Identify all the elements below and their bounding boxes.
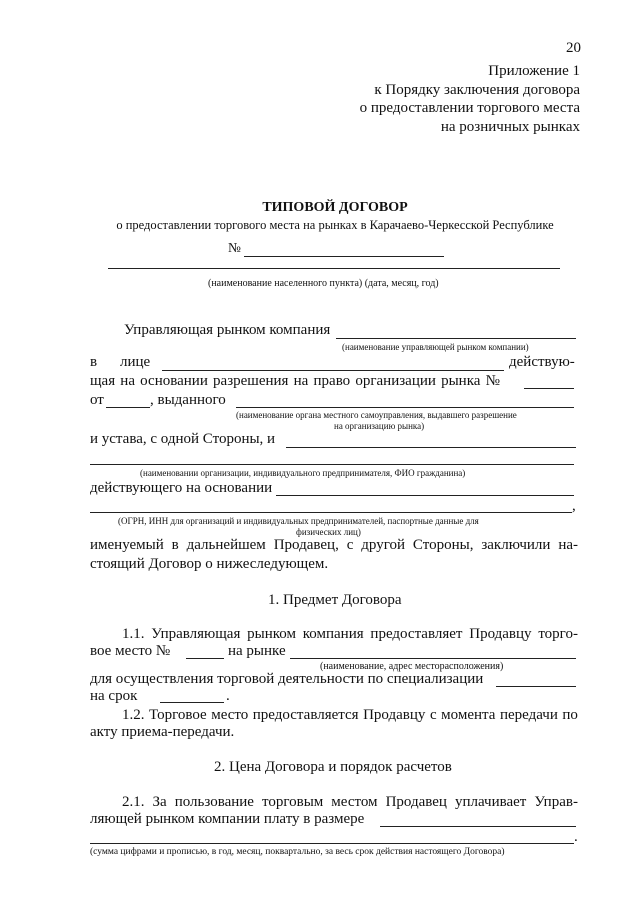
w: Управляющая <box>151 626 241 642</box>
w: Продавцу <box>363 707 426 723</box>
agreement-line: стоящий Договор о нижеследующем. <box>90 556 329 572</box>
clause-1-2-line-2: акту приема-передачи. <box>90 724 235 740</box>
w: основании <box>140 373 208 389</box>
appendix-block <box>360 62 580 136</box>
w: Управ- <box>534 794 578 810</box>
appendix-line-1: Приложение 1 <box>488 63 580 79</box>
w: 1.1. <box>122 626 145 642</box>
w: местом <box>331 794 378 810</box>
w: Стороны, <box>412 537 474 553</box>
clause-1-2-line-1 <box>122 707 578 724</box>
w: с <box>429 707 437 723</box>
w: передачи <box>499 707 558 723</box>
w: щая <box>90 373 116 389</box>
w: место <box>211 707 249 723</box>
payment-amount-label: ляющей рынком компании плату в размере <box>90 811 365 827</box>
w: 2.1. <box>122 794 145 810</box>
term-label: на срок <box>90 688 138 704</box>
w: в <box>171 537 179 553</box>
document-subtitle: о предоставлении торгового места на рынках в Карачаево-Черкесской Республике <box>116 218 554 232</box>
section-1-heading: 1. Предмет Договора <box>268 592 402 608</box>
charter-label: и устава, с одной Стороны, и <box>90 431 276 447</box>
place-date-line <box>108 268 560 269</box>
w: рынком <box>247 626 296 642</box>
w: предоставляет <box>370 626 463 642</box>
w: Продавец <box>385 794 447 810</box>
representative-line <box>162 370 504 371</box>
market-line <box>290 658 576 659</box>
payment-period: . <box>574 829 578 845</box>
w: на <box>120 373 135 389</box>
from-label: от <box>90 392 104 408</box>
permit-number-line <box>524 388 574 389</box>
appendix-line-3: о предоставлении торгового места <box>359 100 580 116</box>
specialization-line <box>496 686 576 687</box>
w: на <box>293 373 309 389</box>
clause-1-1-line-1 <box>122 626 578 643</box>
authority-caption-1: (наименование органа местного самоуправления, выдавшего разрешение <box>236 410 517 420</box>
named-seller-line <box>90 537 578 554</box>
ogrn-caption-1: (ОГРН, ИНН для организаций и индивидуальных предпринимателей, паспортные данные для <box>118 516 479 526</box>
seller-caption: (наименовании организации, индивидуального предпринимателя, ФИО гражданина) <box>140 468 466 478</box>
document-title: ТИПОВОЙ ДОГОВОР <box>262 200 408 215</box>
page-number: 20 <box>566 40 581 56</box>
specialization-label: для осуществления торговой деятельности по специализации <box>90 671 484 687</box>
market-address-caption: (наименование, адрес месторасположения) <box>320 661 504 672</box>
payment-amount-line-2 <box>90 843 574 844</box>
permit-date-line <box>106 407 150 408</box>
ogrn-caption-2: физических лиц) <box>296 527 361 537</box>
payment-amount-line-1 <box>380 826 576 827</box>
seller-basis-label: действующего на основании <box>90 480 273 496</box>
w: рынка <box>441 373 481 389</box>
w: другой <box>361 537 406 553</box>
w: заключили <box>481 537 551 553</box>
term-line <box>160 702 224 703</box>
w: № <box>485 373 500 389</box>
w: именуемый <box>90 537 164 553</box>
seller-basis-comma: , <box>572 498 576 514</box>
permit-line-text <box>90 373 500 390</box>
w: дальнейшем <box>186 537 266 553</box>
w: организации <box>355 373 436 389</box>
seller-basis-line-2 <box>90 512 572 513</box>
seller-line-2 <box>90 464 574 465</box>
section-2-heading: 2. Цена Договора и порядок расчетов <box>214 759 452 775</box>
contract-number-line <box>244 256 444 257</box>
company-line <box>336 338 576 339</box>
company-label: Управляющая рынком компания <box>124 322 331 338</box>
w: торговым <box>261 794 324 810</box>
in-person-v: в <box>90 354 98 370</box>
term-period: . <box>226 688 230 704</box>
place-date-caption: (наименование населенного пункта) (дата, месяц, год) <box>208 278 439 289</box>
appendix-line-2: к Порядку заключения договора <box>374 81 580 98</box>
authority-caption-2: на организацию рынка) <box>334 421 425 431</box>
w: разрешения <box>213 373 289 389</box>
appendix-line-4: на розничных рынках <box>440 118 580 135</box>
w: Продавец, <box>273 537 339 553</box>
w: 1.2. <box>122 707 145 723</box>
w: право <box>313 373 351 389</box>
w: с <box>346 537 354 553</box>
contract-number-sign: № <box>228 240 241 255</box>
in-person-label: лице <box>120 354 151 370</box>
acting-label: действую- <box>509 354 575 370</box>
w: предоставляется <box>252 707 359 723</box>
place-number-line <box>186 658 224 659</box>
w: уплачивает <box>454 794 527 810</box>
w: Продавцу <box>469 626 532 642</box>
issuer-line <box>236 407 574 408</box>
w: торго- <box>538 626 578 642</box>
seller-line-1 <box>286 447 576 448</box>
company-caption: (наименование управляющей рынком компании) <box>342 342 529 352</box>
place-number-label: вое место № <box>90 643 171 659</box>
w: За <box>152 794 167 810</box>
w: по <box>562 707 578 723</box>
market-label: на рынке <box>228 643 286 659</box>
clause-2-1-line-1 <box>122 794 578 811</box>
sum-caption: (сумма цифрами и прописью, в год, месяц, поквартально, за весь срок действия настоящего Договора) <box>90 847 505 857</box>
w: компания <box>302 626 364 642</box>
seller-basis-line-1 <box>276 495 574 496</box>
w: на- <box>558 537 578 553</box>
w: пользование <box>174 794 254 810</box>
issued-label: , выданного <box>150 392 226 408</box>
w: Торговое <box>149 707 207 723</box>
w: момента <box>441 707 496 723</box>
